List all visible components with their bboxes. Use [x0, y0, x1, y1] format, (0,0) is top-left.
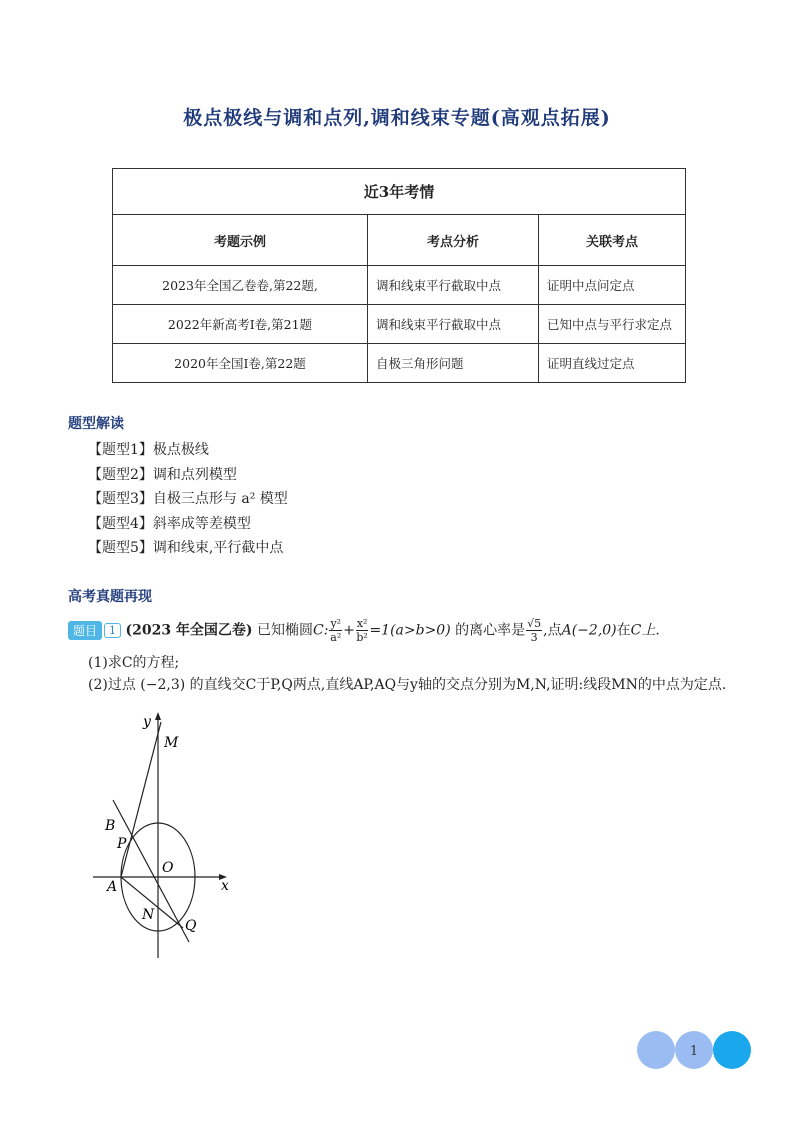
header-analysis: 考点分析 — [368, 215, 539, 266]
table-row — [113, 305, 686, 344]
section-heading-real: 高考真题再现 — [68, 589, 152, 605]
cell: 证明中点问定点 — [539, 266, 686, 305]
sub-question-1: (1)求C的方程; — [88, 655, 180, 671]
label-p: P — [117, 836, 127, 852]
fraction — [356, 617, 369, 644]
frac-num: √5 — [527, 617, 542, 630]
label-x: x — [221, 878, 229, 894]
fraction — [329, 617, 342, 644]
list-item: 【题型2】调和点列模型 — [88, 466, 237, 483]
cell: 2023年全国乙卷卷,第22题, — [113, 266, 368, 305]
ellipse-figure — [85, 710, 255, 960]
cell: 2022年新高考I卷,第21题 — [113, 305, 368, 344]
frac-num: y² — [330, 617, 342, 630]
frac-den: 3 — [530, 631, 538, 644]
list-item: 【题型4】斜率成等差模型 — [88, 515, 251, 532]
section-heading-types: 题型解读 — [68, 416, 124, 432]
cell: 调和线束平行截取中点 — [368, 305, 539, 344]
cell: 已知中点与平行求定点 — [539, 305, 686, 344]
label-m: M — [164, 735, 179, 751]
type-list — [88, 438, 288, 561]
frac-den: b² — [356, 631, 368, 644]
problem-statement — [68, 617, 660, 644]
text: ,点 — [543, 622, 562, 639]
math: + — [343, 622, 355, 639]
math: A(−2,0) — [561, 622, 617, 639]
y-axis-arrow — [155, 712, 161, 720]
header-example: 考题示例 — [113, 215, 368, 266]
page-circle-icon — [713, 1031, 751, 1069]
text: 的离心率是 — [455, 622, 526, 639]
problem-source: (2023 年全国乙卷) — [125, 622, 253, 639]
frac-num: x² — [356, 617, 368, 630]
text: 已知椭圆 — [257, 622, 314, 639]
label-q: Q — [185, 918, 197, 934]
math: C上. — [630, 622, 660, 639]
line-am — [121, 722, 161, 877]
table-row — [113, 266, 686, 305]
problem-tag: 题目 — [68, 621, 102, 640]
page-number-badge — [636, 1030, 752, 1070]
label-a: A — [107, 879, 118, 895]
header-related: 关联考点 — [539, 215, 686, 266]
label-y: y — [143, 714, 151, 730]
cell: 2020年全国I卷,第22题 — [113, 344, 368, 383]
math: C: — [313, 622, 329, 639]
label-o: O — [162, 860, 174, 876]
text: 在 — [616, 622, 631, 639]
exam-table — [112, 168, 686, 383]
problem-number: 1 — [104, 623, 121, 638]
cell: 调和线束平行截取中点 — [368, 266, 539, 305]
cell: 自极三角形问题 — [368, 344, 539, 383]
page-circle-icon — [637, 1031, 675, 1069]
table-row — [113, 344, 686, 383]
list-item: 【题型3】自极三点形与 a² 模型 — [88, 491, 288, 507]
list-item: 【题型5】调和线束,平行截中点 — [88, 540, 284, 556]
cell: 证明直线过定点 — [539, 344, 686, 383]
table-caption: 近3年考情 — [113, 169, 686, 215]
frac-den: a² — [330, 631, 342, 644]
math: =1(a>b>0) — [369, 622, 451, 639]
sub-question-2: (2)过点 (−2,3) 的直线交C于P,Q两点,直线AP,AQ与y轴的交点分别为M,N,证明:线段MN的中点为定点. — [88, 677, 727, 693]
page-number: 1 — [689, 1044, 699, 1059]
list-item: 【题型1】极点极线 — [88, 442, 209, 458]
page-title: 极点极线与调和点列,调和线束专题(高观点拓展) — [183, 107, 611, 129]
label-n: N — [142, 907, 155, 923]
label-b: B — [105, 818, 116, 834]
fraction — [526, 617, 542, 644]
